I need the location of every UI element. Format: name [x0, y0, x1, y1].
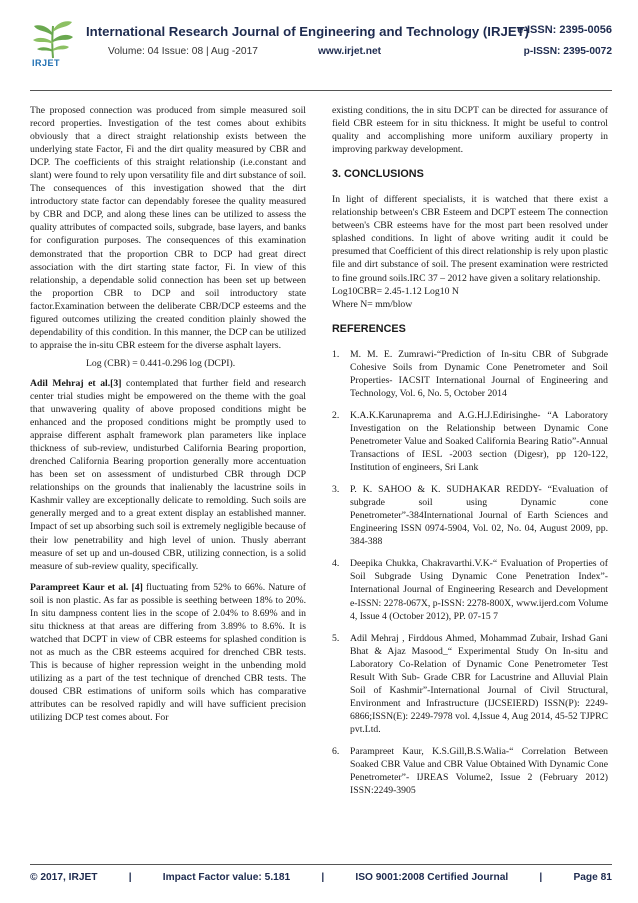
- volume-issue: Volume: 04 Issue: 08 | Aug -2017: [108, 46, 258, 57]
- header-divider: [30, 90, 612, 91]
- cited-author: Parampreet Kaur et al. [4]: [30, 581, 143, 593]
- body-paragraph: The proposed connection was produced from simple measured soil record properties. Investigation of the test comes about exhibits obviously that a direct straight relationship exists between the underlying state Factor, Fi and the dirt quality measured by CBR and DCP. The coefficients of this straight relationship (i.e.constant and slant) were found to rely upon versatility file and dirt substance of soil. The consequences of this investigation showed that the dirt introductory state factor can dependably foresee the quality measured by CBR and DCP, and along these lines can be utilized to assess the quality attributes of compacted soils, subgrade, base layers, and banks for configuration purposes. The consequences of this examination demonstrated that the proportion CBR to DCP had great direct association with the dirt starting state factor, Fi. In view of this relationship, a dependable solid connection has been set up between the proportion CBR to DCP and soil introductory state factor.Examination between the deliberate CBR/DCP esteems and the figured outcomes utilizing the created condition plainly showed the dependability of this condition. In this manner, the DCP can be utilized to appraise the in-situ CBR esteem for the diverse asphalt layers.: [30, 105, 306, 351]
- equation: Log (CBR) = 0.441-0.296 log (DCPI).: [86, 357, 236, 369]
- logo-wordmark: IRJET: [32, 58, 61, 68]
- reference-text: K.A.K.Karunaprema and A.G.H.J.Edirisinghe- “A Laboratory Investigation on the Relationship between Dynamic Cone Penetrometer Value and Soaked California Bearing Ratio”-Annual Transactions of IESL -2003 section (Digesr), pp 120-122, Institution of engineers, Sri Lank: [350, 409, 608, 474]
- page-header: [30, 20, 612, 88]
- paragraph-text: contemplated that further field and research center trial studies might be empowered on the theme with the goal that unwavering quality of above proposed conditions might be enhanced and the proposed conditions might be promptly used to appraise different asphalt framework plan parameters like inplace thickness of sub-review, undisturbed California Bearing proportion, drenched California Bearing proportion generally more accentuation has been set on assessment of undisturbed CBR through DCP relationships on the grounds that inalienably the lacustrine soils in Kashmir valley are exceptionally delicate to remolding. Such soils are generally merged and to a great extent display an established manner. Impact of set up absorbing such soil is extremely negligible because of their low penetrability and high level of union. Thusly aberrant measure of set up and un-doused CBR, utilizing connection, is a solid measure of sub-review quality, specifically.: [30, 377, 307, 572]
- left-column: [30, 104, 306, 729]
- copyright: © 2017, IRJET: [30, 872, 98, 883]
- reference-number: 6.: [332, 745, 340, 757]
- irjet-logo: [30, 20, 76, 68]
- reference-text: Adil Mehraj , Firddous Ahmed, Mohammad Zubair, Irshad Gani Bhat & Ajaz Masood_“ Experimental Study On In-situ and Laboratory Co-Relation of Dynamic Cone Penetrometer Test Result With Sub- Grade CBR for Lacustrine and Alluvial Plain Soil of Kashmir”-International Journal of Civil Structural, Environment and Infrastructure (IJCSEIERD) ISSN(P): 2249-6866;ISSN(E): 2249-7978 vol. 4,Issue 4, Aug 2014, 45-52 TJPRC pvt.Ltd.: [350, 632, 608, 735]
- eissn: e-ISSN: 2395-0056: [517, 24, 612, 36]
- reference-number: 3.: [332, 484, 340, 496]
- reference-number: 2.: [332, 409, 340, 421]
- reference-item: [332, 409, 608, 474]
- body-paragraph: [30, 581, 306, 725]
- section-heading: 3. CONCLUSIONS: [332, 168, 424, 181]
- formula-line: Log10CBR= 2.45-1.12 Log10 N: [332, 285, 459, 297]
- footer-divider: [30, 864, 612, 865]
- cited-author: Adil Mehraj et al.[3]: [30, 377, 122, 389]
- reference-text: Parampreet Kaur, K.S.Gill,B.S.Walia-“ Correlation Between Soaked CBR Value and CBR Value Obtained With Dynamic Cone Penetrometer”- IJREAS Volume2, Issue 2 (February 2012) ISSN:2249-3905: [350, 745, 608, 797]
- reference-number: 4.: [332, 558, 340, 570]
- right-column: [332, 104, 608, 806]
- reference-text: P. K. SAHOO & K. SUDHAKAR REDDY- “Evaluation of subgrade soil using Dynamic cone Penetrometer”-384International Journal of Earth Sciences and Engineering ISSN 0974-5904, Vol. 02, No. 04, August 2009, pp. 384-388: [350, 484, 608, 548]
- footer-separator: |: [321, 872, 325, 883]
- reference-item: [332, 557, 608, 622]
- pissn: p-ISSN: 2395-0072: [523, 46, 612, 57]
- reference-number: 5.: [332, 632, 340, 644]
- reference-item: [332, 745, 608, 797]
- reference-number: 1.: [332, 348, 340, 360]
- footer-separator: |: [539, 872, 543, 883]
- page-footer: [30, 872, 612, 883]
- reference-item: [332, 483, 608, 548]
- body-paragraph: existing conditions, the in situ DCPT can be directed for assurance of field CBR esteem for in situ thickness. It might be useful to control quality and accomplishing more uniform auxiliary property in improving parkway development.: [332, 105, 608, 156]
- reference-list: [332, 348, 608, 797]
- journal-website-link[interactable]: www.irjet.net: [318, 46, 382, 57]
- iso-certification: ISO 9001:2008 Certified Journal: [355, 872, 509, 883]
- where-line: Where N= mm/blow: [332, 298, 413, 310]
- paragraph-text: fluctuating from 52% to 66%. Nature of soil is non plastic. As far as possible is seething between 18% to 20%. In situ dampness content lies in the scope of 2.04% to 8.69% and in situ thickness at that areas are differing from 3.89% to 8.6%. It is watched that DCPT in view of CBR esteems for splashed condition is not as much as the CBR esteems acquired for drenched CBR tests. This is because of higher repression weight in the unbending mold utilizing as a part of the test technique of drenched CBR tests. The doused CBR estimations of uniform soils which has comparative attributes can be resolved rapidly and will have sufficient precision utilizing DCP test comes about. For: [30, 581, 306, 724]
- footer-separator: |: [128, 872, 132, 883]
- section-heading: REFERENCES: [332, 322, 406, 335]
- reference-item: [332, 348, 608, 400]
- journal-title: International Research Journal of Engineering and Technology (IRJET): [86, 24, 530, 39]
- reference-text: Deepika Chukka, Chakravarthi.V.K-“ Evaluation of Properties of Soil Subgrade Using Dynamic Cone Penetration Index”-International Journal of Engineering Research and Development e-ISSN: 2278-067X, p-ISSN: 2278-800X, www.ijerd.com Volume 4, Issue 4 (October 2012), PP. 07-15 7: [350, 558, 608, 622]
- reference-item: [332, 632, 608, 736]
- reference-text: M. M. E. Zumrawi-“Prediction of In-situ CBR of Subgrade Cohesive Soils from Dynamic Cone Penetrometer and Soil Properties- IACSIT International Journal of Engineering and Technology, Vol. 6, No. 5, October 2014: [350, 348, 608, 399]
- conclusions-paragraph: In light of different specialists, it is watched that there exist a relationship between's CBR Esteem and DCPT esteem The connection between's CBR esteems have for the most part been resolved under splashed conditions. In light of above writing audit it could be presumed that Coefficient of this direct relationship is rely upon plastic file and dirt substance of soil. The present examination were restricted to fine ground soils.IRC 37 – 2012 have given a solitary relationship.: [332, 194, 608, 284]
- body-paragraph: [30, 377, 306, 573]
- page-number: Page 81: [573, 872, 612, 883]
- impact-factor: Impact Factor value: 5.181: [162, 872, 291, 883]
- irjet-logo-icon: [30, 20, 76, 60]
